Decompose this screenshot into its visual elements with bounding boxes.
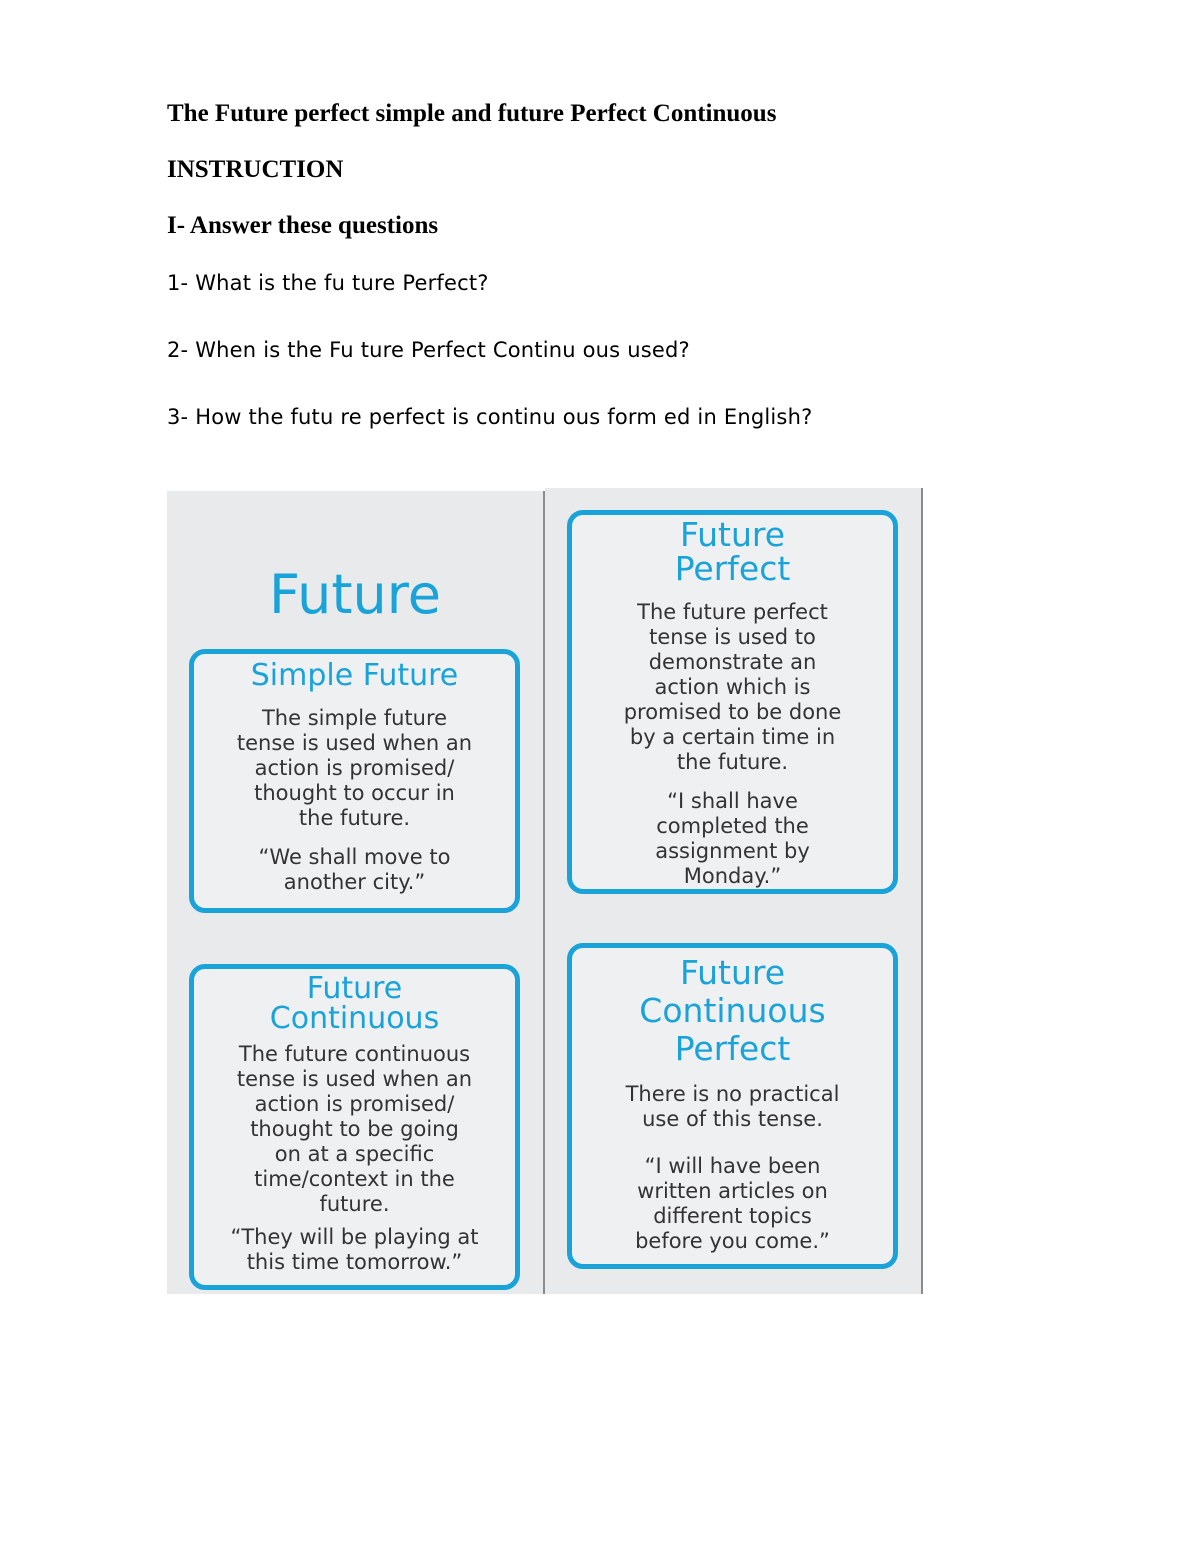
- card-description-line: tense is used to: [649, 625, 816, 649]
- card-description-line: the future.: [676, 750, 789, 774]
- card-example-line: this time tomorrow.”: [246, 1250, 463, 1274]
- card-description-line: demonstrate an: [648, 650, 817, 674]
- card-example: [576, 789, 889, 889]
- card-description-line: thought to occur in: [254, 780, 455, 805]
- card-description-line: The future continuous: [238, 1042, 471, 1066]
- card-description-line: The future perfect: [637, 600, 828, 624]
- card-example-line: assignment by: [655, 839, 810, 863]
- card-description-line: use of this tense.: [642, 1107, 823, 1131]
- card-example-line: “We shall move to: [258, 844, 451, 869]
- card-title-line: Simple Future: [250, 658, 459, 693]
- card-description-line: tense is used when an: [236, 1067, 473, 1091]
- card-title: [202, 660, 507, 692]
- card-description-line: by a certain time in: [629, 725, 836, 749]
- card-example-line: different topics: [653, 1204, 812, 1228]
- card-title-line: Future: [679, 515, 786, 554]
- instruction-heading: INSTRUCTION: [167, 156, 344, 183]
- card-title-line: Continuous: [639, 991, 826, 1030]
- card-example-line: “I will have been: [644, 1154, 821, 1178]
- question-2: 2- When is the Fu ture Perfect Continu ous used?: [167, 338, 690, 362]
- card-description-line: action is promised/: [254, 755, 455, 780]
- card-title-line: Future: [679, 953, 786, 992]
- card-title-line: Perfect: [674, 1029, 791, 1068]
- card-description: [200, 1042, 509, 1217]
- section-heading: I- Answer these questions: [167, 212, 439, 239]
- card-title-line: Perfect: [674, 549, 791, 588]
- card-future-perfect: [567, 510, 898, 894]
- question-1: 1- What is the fu ture Perfect?: [167, 271, 489, 295]
- card-description-line: the future.: [298, 805, 411, 830]
- card-title: [576, 515, 889, 588]
- infographic-main-title: Future: [269, 563, 441, 626]
- card-future-continuous-perfect: [567, 943, 898, 1269]
- panel-edge: [921, 488, 923, 1294]
- document-title: The Future perfect simple and future Perfect Continuous: [167, 100, 777, 127]
- card-title: [576, 954, 889, 1068]
- card-description-line: time/context in the: [254, 1167, 455, 1191]
- card-title-line: Continuous: [269, 1001, 440, 1036]
- panel-divider: [543, 491, 545, 1294]
- card-future-continuous: [189, 964, 520, 1290]
- card-example: [202, 845, 507, 895]
- card-example-line: completed the: [656, 814, 809, 838]
- question-3: 3- How the futu re perfect is continu ous form ed in English?: [167, 405, 813, 429]
- card-description-line: future.: [319, 1192, 390, 1216]
- card-description: [576, 1082, 889, 1132]
- card-description-line: action is promised/: [254, 1092, 455, 1116]
- card-example-line: before you come.”: [635, 1229, 830, 1253]
- card-description-line: on at a specific: [274, 1142, 435, 1166]
- card-title-line: Future: [306, 971, 403, 1006]
- card-example-line: another city.”: [283, 869, 426, 894]
- card-example: [576, 1154, 889, 1254]
- tense-infographic: [167, 488, 923, 1294]
- card-example-line: Monday.”: [683, 864, 782, 888]
- card-description: [202, 706, 507, 831]
- card-example: [200, 1225, 509, 1275]
- card-description-line: The simple future: [261, 705, 448, 730]
- card-example-line: “I shall have: [667, 789, 798, 813]
- card-description: [576, 600, 889, 775]
- card-description-line: There is no practical: [625, 1082, 840, 1106]
- card-description-line: tense is used when an: [236, 730, 473, 755]
- card-example-line: “They will be playing at: [230, 1225, 479, 1249]
- card-example-line: written articles on: [637, 1179, 828, 1203]
- card-title: [200, 971, 509, 1036]
- card-description-line: thought to be going: [250, 1117, 459, 1141]
- card-description-line: action which is: [654, 675, 811, 699]
- card-simple-future: [189, 649, 520, 913]
- card-description-line: promised to be done: [623, 700, 842, 724]
